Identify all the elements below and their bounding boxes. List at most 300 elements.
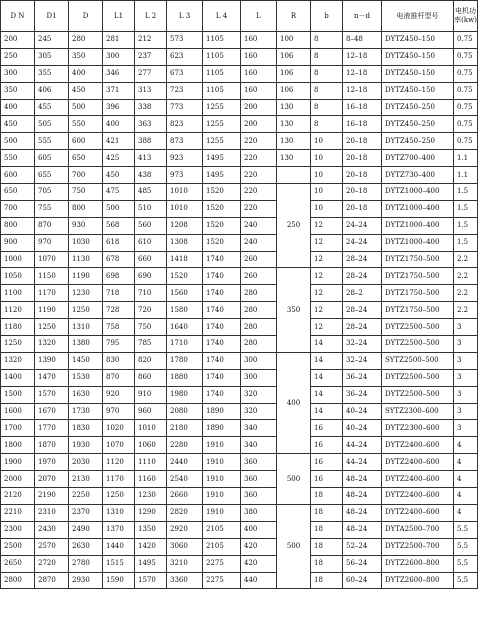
- column-header: L 3: [167, 1, 203, 32]
- table-cell: 380: [241, 504, 277, 521]
- table-cell: 1740: [203, 319, 241, 336]
- table-cell: 0.75: [454, 99, 478, 116]
- table-cell: 1070: [103, 437, 135, 454]
- table-cell: 1740: [203, 369, 241, 386]
- table-cell: 28–24: [343, 251, 382, 268]
- table-cell: 2.2: [454, 285, 478, 302]
- table-cell: 2030: [69, 454, 103, 471]
- table-cell: 1450: [69, 352, 103, 369]
- table-cell: 660: [135, 251, 167, 268]
- table-cell: 1440: [103, 538, 135, 555]
- table-cell: 830: [103, 352, 135, 369]
- table-cell: DYTZ2500–500: [382, 319, 454, 336]
- table-cell: 2275: [203, 572, 241, 589]
- table-cell: 421: [103, 133, 135, 150]
- table-cell: 400: [1, 99, 35, 116]
- table-cell: 16–18: [343, 116, 382, 133]
- merged-r-cell: 250: [277, 184, 311, 268]
- table-cell: 20–18: [343, 133, 382, 150]
- table-cell: 2540: [167, 471, 203, 488]
- table-cell: 870: [35, 217, 69, 234]
- table-cell: 1208: [167, 217, 203, 234]
- table-cell: 160: [241, 32, 277, 49]
- table-cell: 618: [103, 234, 135, 251]
- table-cell: 573: [167, 32, 203, 49]
- table-row: [1, 99, 478, 116]
- table-cell: 220: [241, 133, 277, 150]
- table-cell: 1308: [167, 234, 203, 251]
- table-cell: 1030: [69, 234, 103, 251]
- table-cell: 2.2: [454, 268, 478, 285]
- table-cell: 12: [311, 217, 343, 234]
- table-cell: 2500: [1, 538, 35, 555]
- table-row: [1, 454, 478, 471]
- table-cell: 245: [35, 32, 69, 49]
- table-row: [1, 369, 478, 386]
- table-cell: DYTZ450–250: [382, 133, 454, 150]
- table-cell: 338: [135, 99, 167, 116]
- table-cell: DYTZ1750–500: [382, 268, 454, 285]
- table-cell: 2180: [167, 420, 203, 437]
- table-cell: 1740: [203, 251, 241, 268]
- table-cell: 2210: [1, 504, 35, 521]
- table-row: [1, 48, 478, 65]
- table-cell: 923: [167, 150, 203, 167]
- table-cell: 800: [1, 217, 35, 234]
- table-cell: 40–24: [343, 403, 382, 420]
- table-cell: 555: [35, 133, 69, 150]
- table-cell: 505: [35, 116, 69, 133]
- table-cell: 1670: [35, 403, 69, 420]
- column-header: L1: [103, 1, 135, 32]
- table-cell: DYTZ2400–600: [382, 504, 454, 521]
- table-cell: DYTZ450–250: [382, 99, 454, 116]
- table-cell: 1105: [203, 48, 241, 65]
- column-header: D1: [35, 1, 69, 32]
- table-cell: 388: [135, 133, 167, 150]
- table-cell: 130: [277, 133, 311, 150]
- table-cell: 2650: [1, 555, 35, 572]
- table-cell: 1418: [167, 251, 203, 268]
- table-cell: DYTZ1750–500: [382, 285, 454, 302]
- table-cell: 2800: [1, 572, 35, 589]
- header-row: [1, 1, 478, 32]
- table-cell: 40–24: [343, 420, 382, 437]
- table-cell: 450: [1, 116, 35, 133]
- table-cell: 4: [454, 437, 478, 454]
- table-cell: 1105: [203, 32, 241, 49]
- table-cell: 400: [69, 65, 103, 82]
- table-cell: 930: [69, 217, 103, 234]
- table-cell: 773: [167, 99, 203, 116]
- table-cell: DYTZ700–400: [382, 150, 454, 167]
- table-row: [1, 319, 478, 336]
- table-cell: 1.5: [454, 217, 478, 234]
- table-cell: 873: [167, 133, 203, 150]
- table-cell: 1130: [69, 251, 103, 268]
- table-cell: 728: [103, 302, 135, 319]
- table-cell: 260: [241, 251, 277, 268]
- table-cell: 360: [241, 454, 277, 471]
- table-cell: 240: [241, 217, 277, 234]
- table-cell: 1520: [203, 217, 241, 234]
- table-cell: 455: [35, 99, 69, 116]
- table-cell: 2920: [167, 521, 203, 538]
- table-cell: 4: [454, 471, 478, 488]
- column-header: b: [311, 1, 343, 32]
- table-cell: 900: [1, 234, 35, 251]
- table-cell: 52–24: [343, 538, 382, 555]
- table-cell: 2275: [203, 555, 241, 572]
- table-cell: 560: [135, 217, 167, 234]
- table-row: [1, 268, 478, 285]
- table-row: [1, 150, 478, 167]
- table-cell: 2820: [167, 504, 203, 521]
- table-cell: 705: [35, 184, 69, 201]
- table-cell: 1290: [135, 504, 167, 521]
- table-row: [1, 133, 478, 150]
- table-cell: 2630: [69, 538, 103, 555]
- table-cell: 1830: [69, 420, 103, 437]
- table-cell: 2120: [1, 488, 35, 505]
- table-cell: 1520: [167, 268, 203, 285]
- table-cell: 2070: [35, 471, 69, 488]
- table-cell: DYTZ1000–400: [382, 234, 454, 251]
- table-cell: 550: [69, 116, 103, 133]
- table-cell: 4: [454, 488, 478, 505]
- table-cell: 0.75: [454, 82, 478, 99]
- table-cell: 130: [277, 150, 311, 167]
- table-cell: 2105: [203, 538, 241, 555]
- table-cell: 363: [135, 116, 167, 133]
- table-cell: 1350: [135, 521, 167, 538]
- table-cell: 1900: [1, 454, 35, 471]
- table-cell: 623: [167, 48, 203, 65]
- table-cell: 200: [1, 32, 35, 49]
- table-cell: 1390: [35, 352, 69, 369]
- table-cell: 758: [103, 319, 135, 336]
- table-cell: 32–24: [343, 336, 382, 353]
- table-cell: 1500: [1, 386, 35, 403]
- merged-r-cell: 500: [277, 504, 311, 588]
- table-cell: 1570: [135, 572, 167, 589]
- table-cell: SYTZ2300–600: [382, 403, 454, 420]
- table-cell: 2570: [35, 538, 69, 555]
- table-cell: 1250: [69, 302, 103, 319]
- table-cell: 2300: [1, 521, 35, 538]
- table-cell: DYTZ2400–600: [382, 437, 454, 454]
- table-cell: 1.1: [454, 150, 478, 167]
- column-header: n－d: [343, 1, 382, 32]
- table-row: [1, 504, 478, 521]
- table-cell: 2370: [69, 504, 103, 521]
- column-header: 电液推杆型号: [382, 1, 454, 32]
- table-cell: DYTZ1000–400: [382, 200, 454, 217]
- table-cell: 355: [35, 65, 69, 82]
- table-cell: 710: [135, 285, 167, 302]
- table-cell: 1740: [203, 302, 241, 319]
- table-cell: 48–24: [343, 471, 382, 488]
- table-cell: 1190: [35, 302, 69, 319]
- table-cell: 260: [241, 268, 277, 285]
- table-cell: 300: [241, 352, 277, 369]
- table-cell: DYTA2500–700: [382, 521, 454, 538]
- table-cell: 12–18: [343, 65, 382, 82]
- table-cell: 1100: [1, 285, 35, 302]
- table-cell: 1590: [103, 572, 135, 589]
- table-cell: 3: [454, 386, 478, 403]
- table-cell: 1530: [69, 369, 103, 386]
- table-cell: 212: [135, 32, 167, 49]
- table-cell: 1320: [35, 336, 69, 353]
- table-cell: DYTZ2500–500: [382, 369, 454, 386]
- table-row: [1, 521, 478, 538]
- table-cell: 2.2: [454, 302, 478, 319]
- table-row: [1, 65, 478, 82]
- table-row: [1, 403, 478, 420]
- table-cell: 1970: [35, 454, 69, 471]
- table-cell: 1910: [203, 437, 241, 454]
- table-cell: 450: [69, 82, 103, 99]
- table-cell: 1710: [167, 336, 203, 353]
- table-cell: DYTZ2400–600: [382, 488, 454, 505]
- table-cell: 0.75: [454, 133, 478, 150]
- table-cell: 160: [241, 65, 277, 82]
- table-cell: 0.75: [454, 65, 478, 82]
- table-cell: 1910: [203, 471, 241, 488]
- table-cell: 550: [1, 150, 35, 167]
- table-cell: 60–24: [343, 572, 382, 589]
- table-row: [1, 488, 478, 505]
- table-cell: 973: [167, 167, 203, 184]
- table-cell: 28–24: [343, 302, 382, 319]
- table-cell: 340: [241, 437, 277, 454]
- table-cell: DYTZ730–400: [382, 167, 454, 184]
- table-cell: 1890: [203, 420, 241, 437]
- table-cell: 44–24: [343, 454, 382, 471]
- table-cell: 1050: [1, 268, 35, 285]
- table-row: [1, 32, 478, 49]
- table-cell: 605: [35, 150, 69, 167]
- table-cell: 3210: [167, 555, 203, 572]
- table-cell: DYTZ450–150: [382, 65, 454, 82]
- table-cell: 1780: [167, 352, 203, 369]
- table-cell: DYTZ2400–600: [382, 454, 454, 471]
- table-cell: 16: [311, 471, 343, 488]
- table-cell: 320: [241, 386, 277, 403]
- table-cell: 14: [311, 336, 343, 353]
- table-cell: 1495: [135, 555, 167, 572]
- table-cell: 200: [241, 116, 277, 133]
- table-cell: DYTZ2400–600: [382, 471, 454, 488]
- table-cell: 28–24: [343, 268, 382, 285]
- table-cell: 8: [311, 116, 343, 133]
- table-cell: 1740: [203, 336, 241, 353]
- table-cell: 300: [241, 369, 277, 386]
- table-cell: 1010: [167, 200, 203, 217]
- table-cell: 16–18: [343, 99, 382, 116]
- table-row: [1, 116, 478, 133]
- table-cell: 5.5: [454, 555, 478, 572]
- table-cell: 18: [311, 555, 343, 572]
- table-cell: 2190: [35, 488, 69, 505]
- table-row: [1, 167, 478, 184]
- table-row: [1, 217, 478, 234]
- table-cell: 28–24: [343, 319, 382, 336]
- table-cell: 2780: [69, 555, 103, 572]
- table-cell: 440: [241, 572, 277, 589]
- merged-r-cell: 350: [277, 268, 311, 352]
- table-row: [1, 302, 478, 319]
- table-cell: DYTZ2500–700: [382, 538, 454, 555]
- table-cell: 450: [103, 167, 135, 184]
- table-cell: 36–24: [343, 369, 382, 386]
- table-cell: 12–18: [343, 48, 382, 65]
- table-cell: DYTZ2600–800: [382, 555, 454, 572]
- table-cell: 420: [241, 538, 277, 555]
- table-cell: 4: [454, 454, 478, 471]
- table-cell: 475: [103, 184, 135, 201]
- table-cell: 1640: [167, 319, 203, 336]
- table-cell: 600: [1, 167, 35, 184]
- table-cell: 400: [103, 116, 135, 133]
- table-cell: 1770: [35, 420, 69, 437]
- table-cell: 1420: [135, 538, 167, 555]
- merged-r-cell: 500: [277, 454, 311, 505]
- table-cell: 910: [135, 386, 167, 403]
- column-header: D N: [1, 1, 35, 32]
- table-cell: 16: [311, 454, 343, 471]
- table-cell: 8: [311, 48, 343, 65]
- table-cell: 346: [103, 65, 135, 82]
- table-cell: 1230: [69, 285, 103, 302]
- table-cell: 10: [311, 200, 343, 217]
- table-cell: DYTZ2500–500: [382, 336, 454, 353]
- table-cell: 1515: [103, 555, 135, 572]
- table-cell: [277, 167, 311, 184]
- table-cell: 2130: [69, 471, 103, 488]
- table-cell: 48–24: [343, 488, 382, 505]
- table-cell: 1.5: [454, 184, 478, 201]
- table-cell: 920: [103, 386, 135, 403]
- table-cell: 750: [69, 184, 103, 201]
- table-cell: 870: [103, 369, 135, 386]
- table-cell: 280: [69, 32, 103, 49]
- table-cell: 2.2: [454, 251, 478, 268]
- table-cell: 1250: [35, 319, 69, 336]
- table-cell: 1520: [203, 200, 241, 217]
- table-cell: 425: [103, 150, 135, 167]
- table-cell: 0.75: [454, 48, 478, 65]
- table-cell: 16: [311, 420, 343, 437]
- table-cell: DYTZ2600–800: [382, 572, 454, 589]
- table-cell: 720: [135, 302, 167, 319]
- table-cell: 12: [311, 268, 343, 285]
- table-cell: 281: [103, 32, 135, 49]
- table-cell: 20–18: [343, 200, 382, 217]
- table-cell: 360: [241, 488, 277, 505]
- table-cell: 1520: [203, 234, 241, 251]
- table-cell: 1110: [135, 454, 167, 471]
- table-cell: 1180: [1, 319, 35, 336]
- table-cell: 1870: [35, 437, 69, 454]
- table-cell: 200: [241, 99, 277, 116]
- table-cell: 2105: [203, 521, 241, 538]
- table-cell: 1230: [135, 488, 167, 505]
- table-cell: 1105: [203, 65, 241, 82]
- table-row: [1, 538, 478, 555]
- table-cell: 280: [241, 319, 277, 336]
- column-header: L 4: [203, 1, 241, 32]
- table-cell: 396: [103, 99, 135, 116]
- table-cell: 406: [35, 82, 69, 99]
- table-cell: 1600: [1, 403, 35, 420]
- table-row: [1, 572, 478, 589]
- table-cell: 650: [1, 184, 35, 201]
- table-cell: 1740: [203, 352, 241, 369]
- table-cell: 700: [69, 167, 103, 184]
- table-cell: DYTZ2300–600: [382, 420, 454, 437]
- table-cell: 2080: [167, 403, 203, 420]
- table-cell: 106: [277, 65, 311, 82]
- table-cell: 300: [103, 48, 135, 65]
- table-cell: 2930: [69, 572, 103, 589]
- table-cell: DYTZ1750–500: [382, 251, 454, 268]
- column-header: D: [69, 1, 103, 32]
- table-cell: DYTZ1000–400: [382, 217, 454, 234]
- table-cell: 800: [69, 200, 103, 217]
- table-cell: 1310: [69, 319, 103, 336]
- table-cell: 2280: [167, 437, 203, 454]
- table-cell: 1580: [167, 302, 203, 319]
- table-row: [1, 352, 478, 369]
- table-cell: 1060: [135, 437, 167, 454]
- table-cell: 305: [35, 48, 69, 65]
- table-cell: 237: [135, 48, 167, 65]
- table-cell: 3: [454, 336, 478, 353]
- table-cell: 12: [311, 251, 343, 268]
- table-row: [1, 437, 478, 454]
- table-cell: 8: [311, 32, 343, 49]
- table-cell: 12: [311, 285, 343, 302]
- table-cell: 48–24: [343, 504, 382, 521]
- table-cell: 1495: [203, 150, 241, 167]
- table-cell: 1740: [203, 268, 241, 285]
- table-cell: DYTZ2500–500: [382, 386, 454, 403]
- table-row: [1, 234, 478, 251]
- table-cell: DYTZ450–150: [382, 82, 454, 99]
- table-cell: 1320: [1, 352, 35, 369]
- table-cell: 1910: [203, 504, 241, 521]
- table-cell: 5.5: [454, 572, 478, 589]
- table-cell: 1255: [203, 133, 241, 150]
- table-cell: 1255: [203, 116, 241, 133]
- table-cell: 220: [241, 150, 277, 167]
- table-cell: 420: [241, 555, 277, 572]
- table-cell: 698: [103, 268, 135, 285]
- table-row: [1, 420, 478, 437]
- table-cell: 350: [69, 48, 103, 65]
- table-cell: 2310: [35, 504, 69, 521]
- table-cell: 2440: [167, 454, 203, 471]
- table-row: [1, 184, 478, 201]
- table-cell: 718: [103, 285, 135, 302]
- table-cell: 600: [69, 133, 103, 150]
- table-cell: 313: [135, 82, 167, 99]
- table-cell: 20–18: [343, 150, 382, 167]
- table-cell: 18: [311, 572, 343, 589]
- table-cell: 130: [277, 116, 311, 133]
